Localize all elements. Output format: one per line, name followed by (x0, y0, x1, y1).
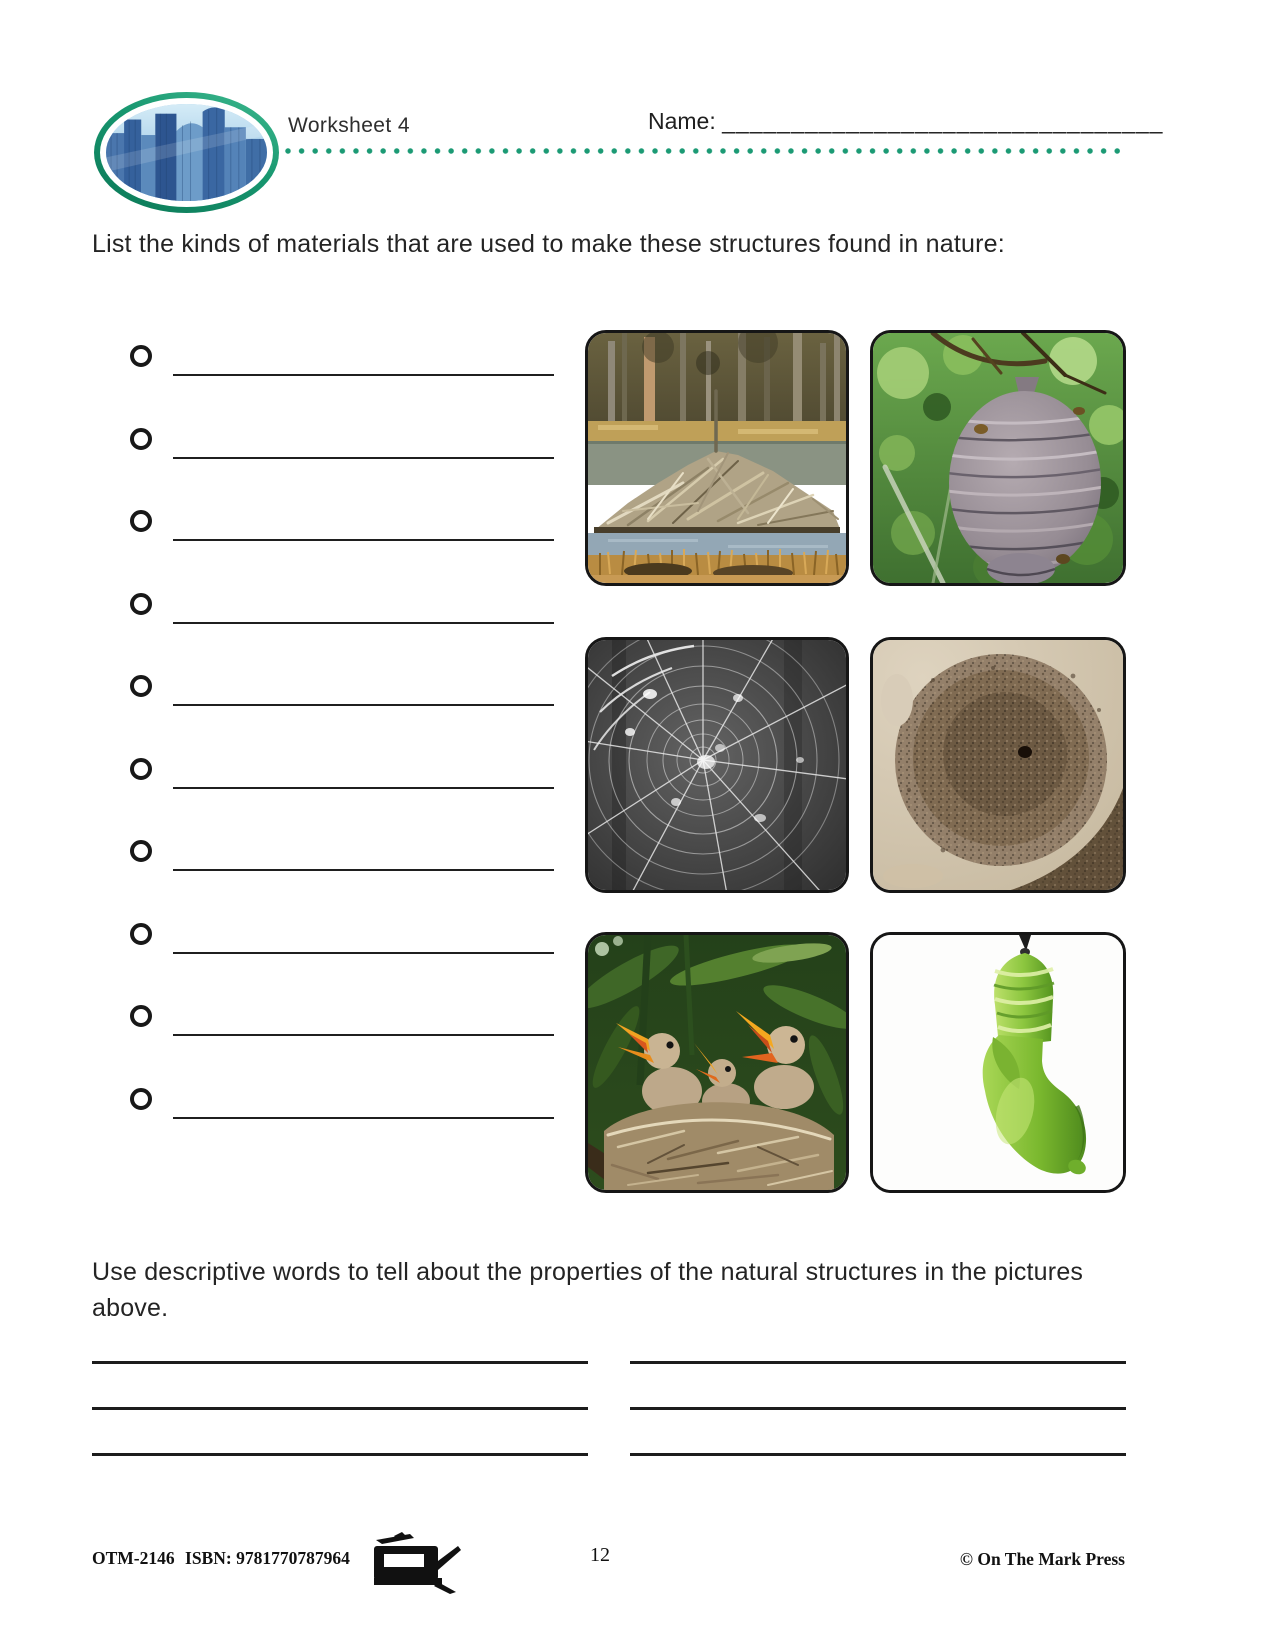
copyright: © On The Mark Press (959, 1549, 1125, 1569)
circle-bullet-icon (130, 840, 152, 862)
circle-bullet-icon (130, 675, 152, 697)
isbn: ISBN: 9781770787964 (185, 1548, 350, 1568)
answer-line[interactable] (92, 1361, 588, 1364)
circle-bullet-icon (130, 345, 152, 367)
answer-blank-line[interactable] (173, 622, 554, 624)
answer-line[interactable] (92, 1453, 588, 1456)
list-item (130, 751, 554, 834)
answer-blank-line[interactable] (173, 1034, 554, 1036)
answer-blank-line[interactable] (173, 374, 554, 376)
list-item (130, 1081, 554, 1164)
answer-blank-line[interactable] (173, 1117, 554, 1119)
bird-nest-photo (585, 932, 849, 1193)
wasp-nest-photo (870, 330, 1126, 586)
answer-blank-line[interactable] (173, 457, 554, 459)
list-item (130, 503, 554, 586)
answer-blank-line[interactable] (173, 539, 554, 541)
circle-bullet-icon (130, 1005, 152, 1027)
spider-web-photo (585, 637, 849, 893)
answer-blank-line[interactable] (173, 704, 554, 706)
page-number: 12 (590, 1544, 610, 1566)
circle-bullet-icon (130, 593, 152, 615)
name-row (648, 108, 1163, 135)
list-item (130, 833, 554, 916)
circle-bullet-icon (130, 923, 152, 945)
skyscrapers-image (106, 104, 267, 201)
list-item (130, 586, 554, 669)
name-blank-line[interactable]: ________________________________ (722, 108, 1164, 134)
name-label: Name: (648, 108, 716, 134)
footer-product-info (92, 1548, 356, 1569)
descriptive-prompt: Use descriptive words to tell about the properties of the natural structures in the pictures above. (92, 1258, 1084, 1322)
beaver-lodge-photo (585, 330, 849, 586)
answer-line[interactable] (92, 1407, 588, 1410)
worksheet-label: Worksheet 4 (288, 114, 410, 137)
answer-blank-line[interactable] (173, 787, 554, 789)
list-item (130, 338, 554, 421)
list-item (130, 998, 554, 1081)
circle-bullet-icon (130, 1088, 152, 1110)
answer-line[interactable] (630, 1453, 1126, 1456)
materials-prompt: List the kinds of materials that are used to make these structures found in nature: (92, 230, 1005, 258)
answer-line[interactable] (630, 1407, 1126, 1410)
chrysalis-photo (870, 932, 1126, 1193)
answer-blank-line[interactable] (173, 952, 554, 954)
circle-bullet-icon (130, 758, 152, 780)
answer-blank-line[interactable] (173, 869, 554, 871)
list-item (130, 421, 554, 504)
list-item (130, 668, 554, 751)
materials-blank-list (130, 338, 554, 1163)
list-item (130, 916, 554, 999)
circle-bullet-icon (130, 428, 152, 450)
circle-bullet-icon (130, 510, 152, 532)
answer-line[interactable] (630, 1361, 1126, 1364)
dotted-divider (284, 146, 1126, 156)
photocopier-icon (368, 1532, 464, 1596)
city-buildings-logo (94, 92, 279, 213)
product-code: OTM-2146 (92, 1548, 175, 1568)
ant-hill-photo (870, 637, 1126, 893)
